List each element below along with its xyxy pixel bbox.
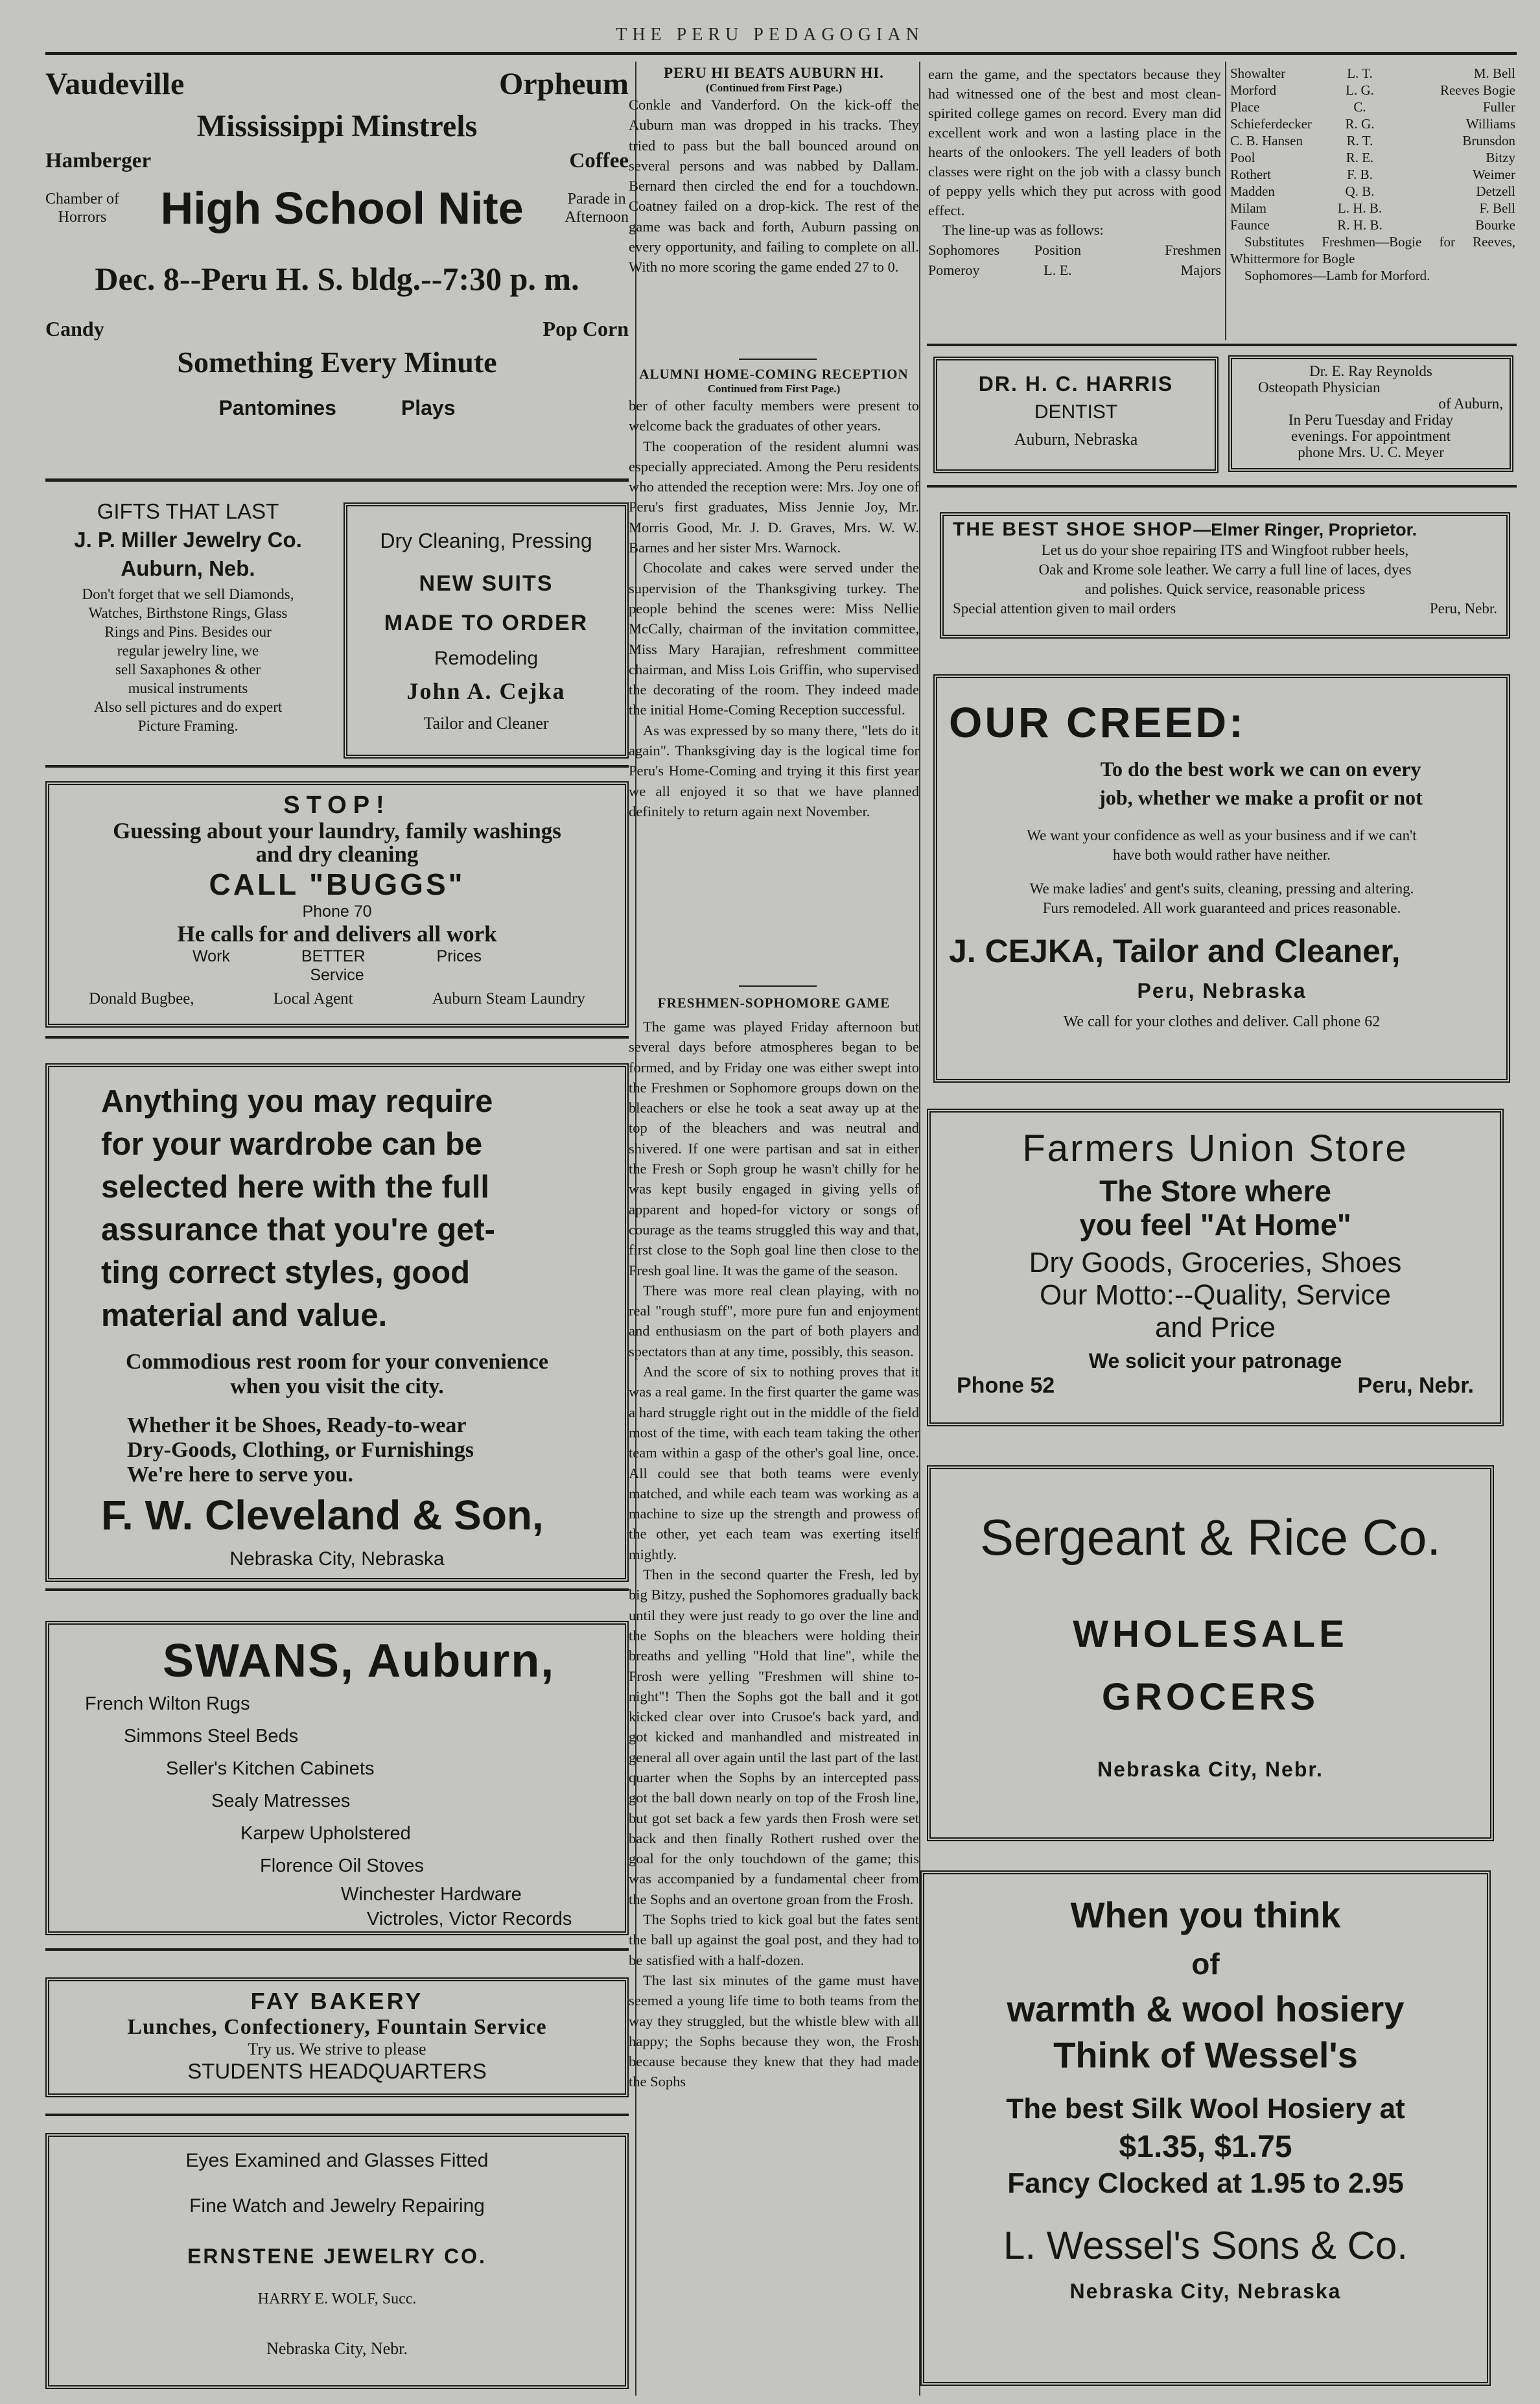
buggs-service: Service [310, 966, 364, 984]
shoe-l2: Oak and Krome sole leather. We carry a full line of laces, dyes [1038, 561, 1412, 578]
lineup-cell: M. Bell [1473, 65, 1515, 81]
vaudeville-plays: Plays [401, 396, 456, 419]
cejka-small-name: John A. Cejka [406, 678, 566, 704]
lineup-subs: Substitutes Freshmen—Bogie for Reeves, Whittermore for Bogle [1230, 234, 1515, 266]
miller-body-line: musical instruments [128, 680, 248, 696]
swans-item: Simmons Steel Beds [124, 1726, 299, 1747]
shoe-title: THE BEST SHOE SHOP [953, 519, 1194, 540]
freshmen-headline: FRESHMEN-SOPHOMORE GAME [657, 995, 891, 1011]
lineup-cell: Place [1230, 99, 1260, 115]
divider [927, 485, 1517, 488]
lineup-cell: F. B. [1347, 167, 1373, 182]
lineup-cell: Brunsdon [1462, 133, 1515, 148]
lineup-cell: F. Bell [1479, 200, 1515, 216]
miller-body-line: regular jewelry line, we [117, 642, 259, 659]
vaudeville-ad [45, 65, 629, 467]
divider [45, 1588, 629, 1591]
farmers-l3: Dry Goods, Groceries, Shoes [1029, 1247, 1402, 1279]
vaudeville-minstrels: Mississippi Minstrels [196, 109, 478, 143]
creed-l1: To do the best work we can on every [1100, 757, 1421, 781]
buggs-work: Work [192, 947, 230, 965]
masthead-rule [45, 52, 1517, 55]
divider [739, 359, 817, 360]
miller-body-line: Rings and Pins. Besides our [104, 624, 272, 640]
shoe-l4b: Peru, Nebr. [1429, 600, 1497, 617]
divider [927, 344, 1517, 346]
wessel-ad [920, 1870, 1491, 2386]
wessel-l5: The best Silk Wool Hosiery at [1006, 2093, 1405, 2125]
lineup-head-soph: Sophomores [928, 242, 999, 258]
masthead: THE PERU PEDAGOGIAN [616, 25, 924, 45]
alumni-para: ber of other faculty members were present to welcome back the graduates of other years. [629, 397, 919, 434]
fay-line1: Lunches, Confectionery, Fountain Service [127, 2015, 547, 2039]
swans-item: Seller's Kitchen Cabinets [166, 1758, 375, 1779]
lineup-cell: R. T. [1346, 133, 1373, 148]
shoe-prop: —Elmer Ringer, Proprietor. [1193, 520, 1418, 539]
lineup-cell: L. H. B. [1337, 200, 1382, 216]
lineup-cell: R. H. B. [1337, 217, 1382, 233]
reynolds-l3: of Auburn, [1438, 395, 1503, 412]
lineup-cell: Bitzy [1486, 150, 1515, 165]
ernstene-ad [45, 2133, 629, 2389]
lineup-row [1230, 132, 1515, 149]
buggs-agent-role: Local Agent [273, 990, 353, 1008]
shoe-l1: Let us do your shoe repairing ITS and Wingfoot rubber heels, [1041, 542, 1409, 558]
lineup-cell: Majors [1180, 262, 1221, 278]
cleveland-town: Nebraska City, Nebraska [229, 1548, 445, 1570]
swans-item: Karpew Upholstered [240, 1823, 411, 1844]
vaudeville-coffee: Coffee [569, 149, 629, 172]
lineup-cell: Rothert [1230, 167, 1271, 182]
divider [45, 1036, 629, 1039]
shoe-l4a: Special attention given to mail orders [953, 600, 1176, 617]
buggs-prices: Prices [436, 947, 482, 965]
cleveland-wh2: Dry-Goods, Clothing, or Furnishings [127, 1438, 474, 1462]
lineup-cell: Faunce [1230, 217, 1270, 233]
lineup-row [1230, 217, 1515, 233]
ernstene-l1: Eyes Examined and Glasses Fitted [185, 2150, 489, 2171]
divider [739, 985, 817, 987]
cleveland-rest1: Commodious rest room for your convenience [126, 1350, 548, 1374]
sergeant-title: Sergeant & Rice Co. [979, 1509, 1441, 1566]
fay-line3: STUDENTS HEADQUARTERS [187, 2059, 487, 2083]
lineup-row [1230, 82, 1515, 99]
miller-body-line: Picture Framing. [137, 718, 239, 734]
wessel-l2: of [1191, 1947, 1220, 1981]
lineup-cell: C. [1353, 99, 1366, 115]
lineup-row [1230, 115, 1515, 132]
auburn-continued: (Continued from First Page.) [705, 82, 843, 94]
creed-town: Peru, Nebraska [1137, 979, 1307, 1002]
farmers-title: Farmers Union Store [1022, 1127, 1408, 1170]
wessel-name: L. Wessel's Sons & Co. [1003, 2224, 1408, 2267]
miller-line1: GIFTS THAT LAST [97, 499, 279, 523]
ernstene-town: Nebraska City, Nebr. [266, 2339, 408, 2358]
vaudeville-chamber: Chamber of [45, 191, 119, 207]
vaudeville-candy: Candy [45, 317, 104, 340]
harris-town: Auburn, Nebraska [1014, 430, 1138, 449]
alumni-para: As was expressed by so many there, "lets do it again". Thanksgiving day is the logical time for Peru's Home-Coming and trying it this first year we all enjoyed it so that we have planned definitely to return again next November. [629, 722, 919, 819]
fay-line2: Try us. We strive to please [248, 2040, 426, 2058]
lineup-cell: Bourke [1475, 217, 1515, 233]
reynolds-l2: Osteopath Physician [1258, 379, 1381, 395]
swans-item: Sealy Matresses [211, 1791, 351, 1811]
alumni-para: The cooperation of the resident alumni was especially appreciated. Among the Peru residents who attended the reception were: Mrs. Joy one of Peru's first graduates, Miss Jennie Joy, Mr. Morris Good, Mr. J. D. Graves, Mrs. W. W. Barnes and her sister Mrs. Warnock. [629, 438, 919, 556]
creed-l4: have both would rather have neither. [1113, 847, 1331, 863]
swans-item: Victroles, Victor Records [367, 1909, 572, 1929]
lineup-cell: Morford [1230, 82, 1277, 98]
vaudeville-afternoon: Afternoon [565, 209, 629, 226]
cleveland-name: F. W. Cleveland & Son, [101, 1492, 544, 1538]
farmers-l1: The Store where [1099, 1174, 1331, 1208]
wessel-town: Nebraska City, Nebraska [1069, 2280, 1342, 2303]
swans-ad [45, 1621, 629, 1935]
lineup-subs2: Sophomores—Lamb for Morford. [1244, 268, 1430, 283]
alumni-article [629, 366, 919, 821]
lineup-row [1230, 183, 1515, 200]
vaudeville-horrors: Horrors [58, 209, 107, 226]
farmers-phone: Phone 52 [957, 1373, 1055, 1398]
farmers-union-ad [927, 1109, 1504, 1426]
cleveland-wh3: We're here to serve you. [127, 1463, 354, 1487]
harris-ad [933, 357, 1219, 473]
lineup-cell: C. B. Hansen [1230, 133, 1303, 148]
cleveland-head-line: material and value. [101, 1298, 388, 1333]
lineup-cell: Reeves Bogie [1440, 82, 1515, 98]
lineup-cell: R. E. [1346, 150, 1374, 165]
lineup-cell: R. G. [1345, 116, 1375, 132]
reynolds-l5: evenings. For appointment [1291, 428, 1451, 444]
creed-l6: Furs remodeled. All work guaranteed and prices reasonable. [1042, 900, 1401, 916]
divider [45, 1948, 629, 1951]
divider [45, 765, 629, 768]
wessel-l7: Fancy Clocked at 1.95 to 2.95 [1007, 2167, 1404, 2199]
vaudeville-something: Something Every Minute [177, 346, 497, 379]
sergeant-l1: WHOLESALE [1073, 1613, 1348, 1655]
reynolds-l6: phone Mrs. U. C. Meyer [1298, 444, 1444, 460]
lineup-cell: Pomeroy [928, 262, 980, 278]
farmers-l6: We solicit your patronage [1088, 1349, 1342, 1373]
freshmen-para: The game was played Friday afternoon but several days before atmospheres began to be formed, and by Friday one was either swept into the Freshmen or Sophomore groups down on the bleachers or else he took a seat away up at the top of the bleachers and was neutral and shivered. If one were partisan and sat in either the Fresh or Soph group he wasn't chilly for he was kept busily engaged in giving yells of apparent and hoped-for victory or songs of courage as the teams struggled this way and that, first close to the Soph goal line then close to the Fresh goal line. It was the game of the season. [629, 1019, 919, 1279]
reynolds-l4: In Peru Tuesday and Friday [1288, 412, 1454, 428]
lineup-head-pos: Position [1034, 242, 1082, 258]
sergeant-town: Nebraska City, Nebr. [1097, 1758, 1324, 1781]
lineup-cell: Fuller [1482, 99, 1515, 115]
cleveland-head-line: Anything you may require [101, 1084, 493, 1119]
vaudeville-right-title: Orpheum [498, 67, 629, 101]
freshmen-para: There was more real clean playing, with no real "rough stuff", more pure fun and enjoyment and enthusiasm on the part of both players and spectators than at any time, possibly, this season. [629, 1282, 919, 1360]
vaudeville-pantomines: Pantomines [218, 396, 336, 419]
lineup-cell: L. E. [1044, 262, 1072, 278]
vaudeville-main: High School Nite [160, 183, 524, 233]
miller-body-line: Also sell pictures and do expert [93, 699, 283, 715]
creed-l5: We make ladies' and gent's suits, cleaning, pressing and altering. [1029, 880, 1414, 897]
creed-l2: job, whether we make a profit or not [1099, 786, 1423, 809]
lineup-cell: Q. B. [1345, 183, 1375, 199]
cejka-small-line6: Tailor and Cleaner [423, 714, 549, 733]
buggs-laundry: Auburn Steam Laundry [432, 990, 585, 1008]
divider [45, 478, 629, 482]
lineup-cell: Madden [1230, 183, 1275, 199]
miller-body-line: sell Saxaphones & other [115, 661, 261, 678]
wessel-l4: Think of Wessel's [1053, 2034, 1358, 2075]
miller-body-line: Watches, Birthstone Rings, Glass [88, 605, 288, 621]
ernstene-l2: Fine Watch and Jewelry Repairing [189, 2195, 485, 2217]
vaudeville-parade: Parade in [567, 191, 626, 207]
reynolds-l1: Dr. E. Ray Reynolds [1309, 363, 1432, 379]
cejka-small-line3: MADE TO ORDER [384, 611, 589, 635]
shoe-l3: and polishes. Quick service, reasonable pricess [1084, 581, 1366, 597]
lineup-row [1230, 65, 1515, 82]
lineup-cell: Pool [1230, 150, 1255, 165]
miller-name: J. P. Miller Jewelry Co. [74, 528, 302, 552]
vaudeville-hamberger: Hamberger [45, 149, 152, 172]
column-rule [1225, 62, 1226, 340]
lineup-cell: Showalter [1230, 65, 1286, 81]
lineup-row [1230, 149, 1515, 166]
buggs-calls: He calls for and delivers all work [177, 921, 497, 947]
ernstene-succ: HARRY E. WOLF, Succ. [257, 2291, 417, 2307]
buggs-ad [45, 781, 629, 1028]
auburn-article [629, 65, 919, 277]
miller-jewelry-ad [45, 499, 331, 752]
cleveland-wh1: Whether it be Shoes, Ready-to-wear [127, 1413, 467, 1437]
cleveland-head-line: for your wardrobe can be [101, 1127, 483, 1162]
freshmen-para: The last six minutes of the game must have seemed a young life time to both teams from the way they struggled, but the whistle blew with all happy; the Sophs because they won, the Frosh because because they knew that they had made the Sophs [629, 1972, 919, 2090]
sergeant-rice-ad [927, 1465, 1494, 1841]
cleveland-head-line: assurance that you're get- [101, 1212, 496, 1247]
buggs-call: CALL "BUGGS" [209, 867, 465, 901]
reynolds-ad [1228, 355, 1513, 472]
creed-foot: We call for your clothes and deliver. Call phone 62 [1063, 1013, 1381, 1030]
miller-town: Auburn, Neb. [121, 556, 255, 580]
cejka-small-line4: Remodeling [434, 648, 539, 669]
creed-title: OUR CREED: [949, 698, 1246, 746]
cleveland-ad [45, 1063, 629, 1582]
game-para: The line-up was as follows: [942, 222, 1104, 238]
lineup-row [1230, 200, 1515, 217]
swans-title: SWANS, Auburn, [163, 1635, 555, 1687]
freshmen-para: Then in the second quarter the Fresh, led by big Bitzy, pushed the Sophomores gradually back until they were just ready to go over the line and the Sophs on the bleachers were holding their breaths and yelling "Hold that line", while the Frosh were yelling "Freshmen will shine to-night"! Then the Sophs got the ball and it got kicked clear over into Crusoe's back yard, and got kicked and manhandled and mistreated in general all over again until the last part of the last quarter when the Sophs by an intercepted pass got the ball down nearly on top of the Frosh line, but got set back a few yards then Frosh were set back and then finally Rothert rushed over the goal for the only touchdown of the game; this was accompanied by a fundamental cheer from the Sophs and an overtone groan from the Frosh. [629, 1566, 919, 1907]
game-continued [928, 65, 1221, 280]
cleveland-head-line: ting correct styles, good [101, 1255, 471, 1290]
swans-item: Winchester Hardware [341, 1884, 522, 1905]
buggs-better: BETTER [301, 947, 366, 965]
lineup-cell: Milam [1230, 200, 1266, 216]
wessel-l6: $1.35, $1.75 [1119, 2130, 1292, 2164]
lineup-cell: Detzell [1476, 183, 1515, 199]
vaudeville-popcorn: Pop Corn [542, 317, 629, 340]
freshmen-para: The Sophs tried to kick goal but the fates sent the ball up against the goal post, and they had to be satisfied with a half-dozen. [629, 1911, 919, 1968]
freshmen-article [629, 995, 919, 2092]
cejka-small-line1: Dry Cleaning, Pressing [380, 529, 592, 552]
harris-role: DENTIST [1034, 401, 1118, 423]
farmers-town: Peru, Nebr. [1357, 1373, 1474, 1398]
buggs-stop: STOP! [283, 792, 391, 819]
lineup-cell: L. T. [1347, 65, 1373, 81]
vaudeville-left-title: Vaudeville [45, 67, 185, 101]
cejka-small-line2: NEW SUITS [419, 571, 554, 596]
auburn-para: Conkle and Vanderford. On the kick-off the Auburn man was dropped in his tracks. They tried to pass but the ball bounced around on several persons and was nabbed by Dallam. Bernard then circled the end for a touchdown. Coatney failed on a drop-kick. The rest of the game was back and forth, Auburn passing on every opportunity, and failing to complete on all. With no more scoring the game ended 27 to 0. [629, 97, 919, 276]
vaudeville-date: Dec. 8--Peru H. S. bldg.--7:30 p. m. [95, 261, 579, 297]
harris-name: DR. H. C. HARRIS [978, 372, 1174, 395]
ernstene-name: ERNSTENE JEWELRY CO. [187, 2245, 487, 2268]
creed-ad [933, 674, 1510, 1083]
freshmen-para: And the score of six to nothing proves that it was a real game. In the first quarter the game was a hard struggle right out in the middle of the field most of the time, with each team taking the other team within a gasp of the other's goal line, once. All could see that both teams were evenly matched, and while each team was working as a machine to size up the strength and prowess of the other, yet each team was exerting itself mightly. [629, 1363, 919, 1562]
lineup-cell: L. G. [1346, 82, 1374, 98]
farmers-l5: and Price [1155, 1312, 1276, 1343]
creed-name: J. CEJKA, Tailor and Cleaner, [949, 933, 1401, 969]
fay-title: FAY BAKERY [250, 1988, 424, 2014]
buggs-line1: Guessing about your laundry, family washings [113, 818, 561, 843]
lineup-cell: Williams [1465, 116, 1515, 132]
lineup-table [1230, 65, 1515, 284]
game-para: earn the game, and the spectators because they had witnessed one of the best and most clean-spirited college games on record. Every man did excellent work and won a lasting place in the hearts of the onlookers. The yell leaders of both classes were right on the job with a classy bunch of peppy yells which they put across with good effect. [928, 66, 1221, 218]
swans-item: French Wilton Rugs [85, 1693, 250, 1714]
wessel-l1: When you think [1070, 1894, 1341, 1935]
auburn-headline: PERU HI BEATS AUBURN HI. [664, 65, 884, 81]
lineup-row [1230, 166, 1515, 183]
farmers-l2: you feel "At Home" [1079, 1208, 1351, 1242]
lineup-row [1230, 99, 1515, 115]
lineup-cell: Schieferdecker [1230, 116, 1312, 132]
creed-l3: We want your confidence as well as your business and if we can't [1027, 827, 1417, 843]
cleveland-rest2: when you visit the city. [230, 1374, 444, 1398]
divider [45, 2114, 629, 2116]
fay-bakery-ad [45, 1977, 629, 2097]
lineup-cell: Weimer [1473, 167, 1515, 182]
buggs-phone: Phone 70 [302, 902, 372, 921]
miller-body-line: Don't forget that we sell Diamonds, [82, 586, 294, 602]
alumni-para: Chocolate and cakes were served under the supervision of the Thanksgiving turkey. The people behind the scenes were: Miss Nellie McCally, chairman of the invitation committee, Miss Mary Harajian, refreshment committee chairman, and Miss Lois Griffin, who supervised the decorating of the room. They indeed made the initial Home-Coming Reception successful. [629, 560, 919, 718]
farmers-l4: Our Motto:--Quality, Service [1040, 1279, 1391, 1311]
buggs-line2: and dry cleaning [255, 842, 419, 867]
wessel-l3: warmth & wool hosiery [1007, 1988, 1405, 2029]
sergeant-l2: GROCERS [1101, 1676, 1320, 1718]
cleveland-head-line: selected here with the full [101, 1170, 490, 1205]
shoe-shop-ad [940, 512, 1510, 639]
alumni-continued: Continued from First Page.) [707, 383, 841, 395]
lineup-head-fresh: Freshmen [1165, 242, 1221, 258]
swans-item: Florence Oil Stoves [260, 1856, 425, 1876]
alumni-headline: ALUMNI HOME-COMING RECEPTION [639, 366, 909, 382]
buggs-agent-name: Donald Bugbee, [89, 990, 194, 1008]
cejka-small-ad [344, 502, 629, 759]
